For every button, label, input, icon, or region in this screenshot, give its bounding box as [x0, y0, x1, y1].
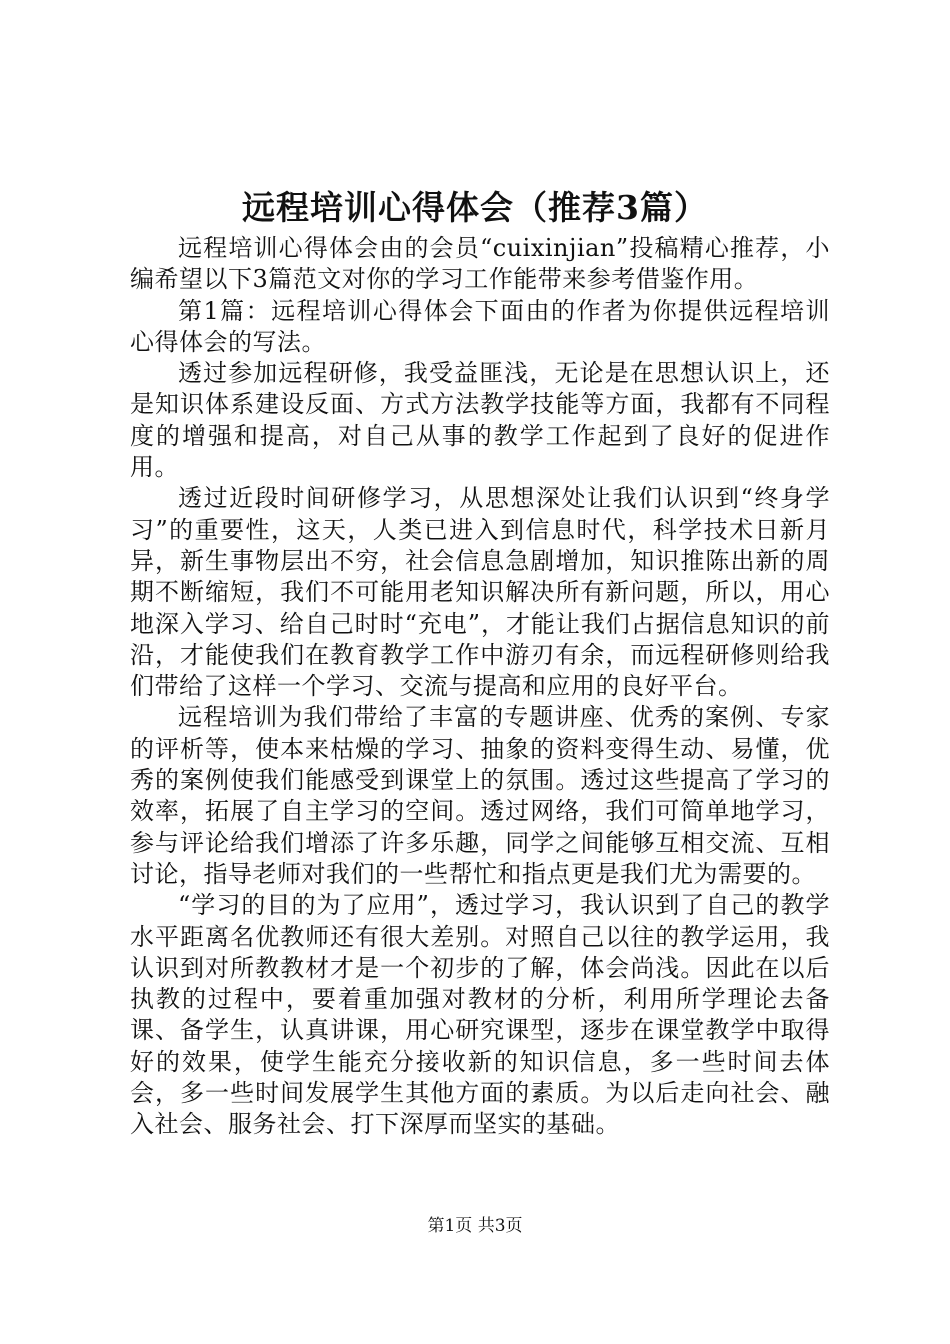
paragraph-body: 透过近段时间研修学习，从思想深处让我们认识到“终身学习”的重要性，这天，人类已进入到信息时代，科学技术日新月异，新生事物层出不穷，社会信息急剧增加，知识推陈出新的周期不断缩短，我们不可能用老知识解决所有新问题，所以，用心地深入学习、给自己时时“充电”，才能让我们占据信息知识的前沿，才能使我们在教育教学工作中游刃有余，而远程研修则给我们带给了这样一个学习、交流与提高和应用的良好平台。	[130, 484, 830, 701]
paragraph-body: “学习的目的为了应用”，透过学习，我认识到了自己的教学水平距离名优教师还有很大差别。对照自己以往的教学运用，我认识到对所教教材才是一个初步的了解，体会尚浅。因此在以后执教的过程中，要着重加强对教材的分析，利用所学理论去备课、备学生，认真讲课，用心研究课型，逐步在课堂教学中取得好的效果，使学生能充分接收新的知识信息，多一些时间去体会，多一些时间发展学生其他方面的素质。为以后走向社会、融入社会、服务社会、打下深厚而坚实的基础。	[130, 891, 830, 1139]
document-body	[130, 233, 830, 1141]
page-indicator: 第1页 共3页	[427, 1216, 523, 1236]
paragraph-body: 远程培训为我们带给了丰富的专题讲座、优秀的案例、专家的评析等，使本来枯燥的学习、抽象的资料变得生动、易懂，优秀的案例使我们能感受到课堂上的氛围。透过这些提高了学习的效率，拓展了自主学习的空间。透过网络，我们可简单地学习，参与评论给我们增添了许多乐趣，同学之间能够互相交流、互相讨论，指导老师对我们的一些帮忙和指点更是我们尤为需要的。	[130, 703, 830, 888]
paragraph-article-1-heading: 第1篇：远程培训心得体会下面由的作者为你提供远程培训心得体会的写法。	[130, 296, 830, 356]
page-footer	[0, 1214, 950, 1238]
document-title: 远程培训心得体会（推荐3篇）	[242, 188, 708, 227]
paragraph-intro: 远程培训心得体会由的会员“cuixinjian”投稿精心推荐，小编希望以下3篇范文对你的学习工作能带来参考借鉴作用。	[130, 234, 830, 294]
paragraph-body: 透过参加远程研修，我受益匪浅，无论是在思想认识上，还是知识体系建设反面、方式方法教学技能等方面，我都有不同程度的增强和提高，对自己从事的教学工作起到了良好的促进作用。	[130, 359, 830, 482]
